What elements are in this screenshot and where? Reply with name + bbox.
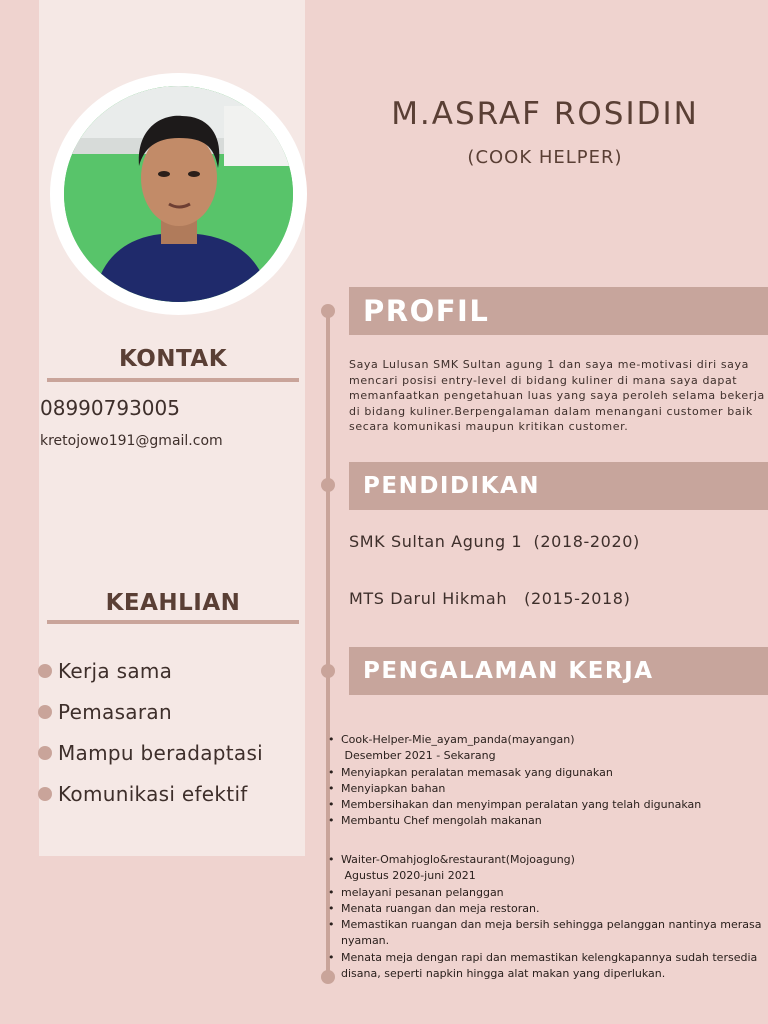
job-task: Menyiapkan peralatan memasak yang digunakan <box>341 765 613 779</box>
pendidikan-banner <box>349 462 768 510</box>
candidate-role: (COOK HELPER) <box>467 147 623 168</box>
job-task: Memastikan ruangan dan meja bersih sehingga pelanggan nantinya merasa nyaman. <box>341 918 762 948</box>
pendidikan-heading: PENDIDIKAN <box>363 473 540 499</box>
profile-photo <box>64 86 293 302</box>
job-task: melayani pesanan pelanggan <box>341 885 504 899</box>
bullet-icon <box>38 705 52 719</box>
job-period: Agustus 2020-juni 2021 <box>341 869 476 883</box>
candidate-name: M.ASRAF ROSIDIN <box>391 96 699 132</box>
job-task: Membantu Chef mengolah makanan <box>341 814 542 828</box>
bullet-icon <box>38 787 52 801</box>
pengalaman-heading: PENGALAMAN KERJA <box>363 658 654 684</box>
skill-item: Komunikasi efektif <box>38 773 263 814</box>
job-entry <box>341 852 768 982</box>
kontak-divider <box>47 378 299 382</box>
keahlian-heading: KEAHLIAN <box>105 590 241 616</box>
keahlian-divider <box>47 620 299 624</box>
profil-banner <box>349 287 768 335</box>
job-task: Menyiapkan bahan <box>341 781 446 795</box>
timeline-dot <box>321 970 335 984</box>
education-item: MTS Darul Hikmah (2015-2018) <box>349 589 631 608</box>
job-entry <box>341 732 768 830</box>
bullet-icon <box>38 664 52 678</box>
education-item: SMK Sultan Agung 1 (2018-2020) <box>349 532 640 551</box>
timeline-dot <box>321 478 335 492</box>
timeline-line <box>326 311 330 977</box>
job-title: Cook-Helper-Mie_ayam_panda(mayangan) <box>341 733 575 746</box>
job-task: Membersihakan dan menyimpan peralatan yang telah digunakan <box>341 798 702 812</box>
job-task: Menata ruangan dan meja restoran. <box>341 901 540 915</box>
pengalaman-banner <box>349 647 768 695</box>
skill-item: Kerja sama <box>38 650 263 691</box>
person-photo-icon <box>64 86 293 302</box>
kontak-heading: KONTAK <box>118 346 228 372</box>
skill-item: Pemasaran <box>38 691 263 732</box>
job-task: Menata meja dengan rapi dan memastikan kelengkapannya sudah tersedia disana, seperti napkin hingga alat makan yang diperlukan. <box>341 950 758 981</box>
job-period: Desember 2021 - Sekarang <box>341 749 496 763</box>
profil-text: Saya Lulusan SMK Sultan agung 1 dan saya me-motivasi diri saya mencari posisi entry-level di bidang kuliner di mana saya dapat memanfaatkan pengetahuan luas yang saya peroleh selama bekerja di bidang kuliner.Berpengalaman dalam menangani customer baik secara komunikasi maupun kritikan customer. <box>349 358 765 433</box>
job-title: Waiter-Omahjoglo&restaurant(Mojoagung) <box>341 853 575 866</box>
email-address: kretojowo191@gmail.com <box>40 433 223 449</box>
timeline-dot <box>321 304 335 318</box>
skill-item: Mampu beradaptasi <box>38 732 263 773</box>
skills-list <box>38 650 263 814</box>
profil-heading: PROFIL <box>363 294 490 328</box>
timeline-dot <box>321 664 335 678</box>
phone-number: 08990793005 <box>40 396 180 420</box>
bullet-icon <box>38 746 52 760</box>
